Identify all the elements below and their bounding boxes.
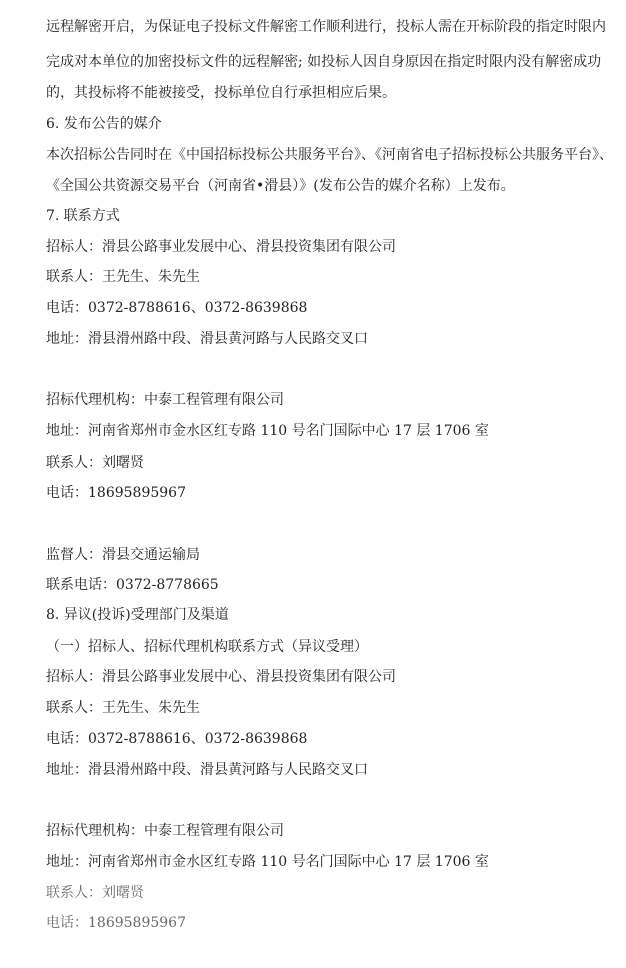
tenderer-contact: 联系人：王先生、朱先生	[46, 269, 200, 285]
agency-contact: 联系人：刘曙贤	[46, 885, 144, 901]
paragraph-line: 远程解密开启，为保证电子投标文件解密工作顺利进行，投标人需在开标阶段的指定时限内	[46, 19, 606, 35]
paragraph-line: 《全国公共资源交易平台（河南省•滑县）》(发布公告的媒介名称）上发布。	[46, 178, 515, 194]
tenderer-phone: 电话：0372-8788616、0372-8639868	[46, 300, 308, 316]
section-7-heading: 7. 联系方式	[46, 208, 120, 224]
tenderer-contact: 联系人：王先生、朱先生	[46, 700, 200, 716]
agency-name: 招标代理机构：中泰工程管理有限公司	[46, 392, 284, 408]
agency-name: 招标代理机构：中泰工程管理有限公司	[46, 823, 284, 839]
section-6-heading: 6. 发布公告的媒介	[46, 116, 162, 132]
section-8-heading: 8. 异议(投诉)受理部门及渠道	[46, 607, 229, 623]
tenderer-name: 招标人：滑县公路事业发展中心、滑县投资集团有限公司	[46, 669, 396, 685]
supervisor-phone: 联系电话：0372-8778665	[46, 577, 219, 593]
agency-contact: 联系人：刘曙贤	[46, 455, 144, 471]
agency-address: 地址：河南省郑州市金水区红专路 110 号名门国际中心 17 层 1706 室	[46, 854, 489, 870]
tenderer-address: 地址：滑县滑州路中段、滑县黄河路与人民路交叉口	[46, 331, 368, 347]
tenderer-phone: 电话：0372-8788616、0372-8639868	[46, 731, 308, 747]
supervisor-name: 监督人：滑县交通运输局	[46, 547, 200, 563]
paragraph-line: 的，其投标将不能被接受，投标单位自行承担相应后果。	[46, 85, 396, 101]
paragraph-line: 完成对本单位的加密投标文件的远程解密; 如投标人因自身原因在指定时限内没有解密成功	[46, 54, 602, 70]
agency-phone: 电话：18695895967	[46, 915, 186, 931]
tenderer-address: 地址：滑县滑州路中段、滑县黄河路与人民路交叉口	[46, 762, 368, 778]
agency-phone: 电话：18695895967	[46, 485, 186, 501]
tenderer-name: 招标人：滑县公路事业发展中心、滑县投资集团有限公司	[46, 239, 396, 255]
agency-address: 地址：河南省郑州市金水区红专路 110 号名门国际中心 17 层 1706 室	[46, 423, 489, 439]
subsection-heading: （一）招标人、招标代理机构联系方式（异议受理）	[46, 639, 368, 655]
paragraph-line: 本次招标公告同时在《中国招标投标公共服务平台》、《河南省电子招标投标公共服务平台》、	[46, 147, 613, 163]
